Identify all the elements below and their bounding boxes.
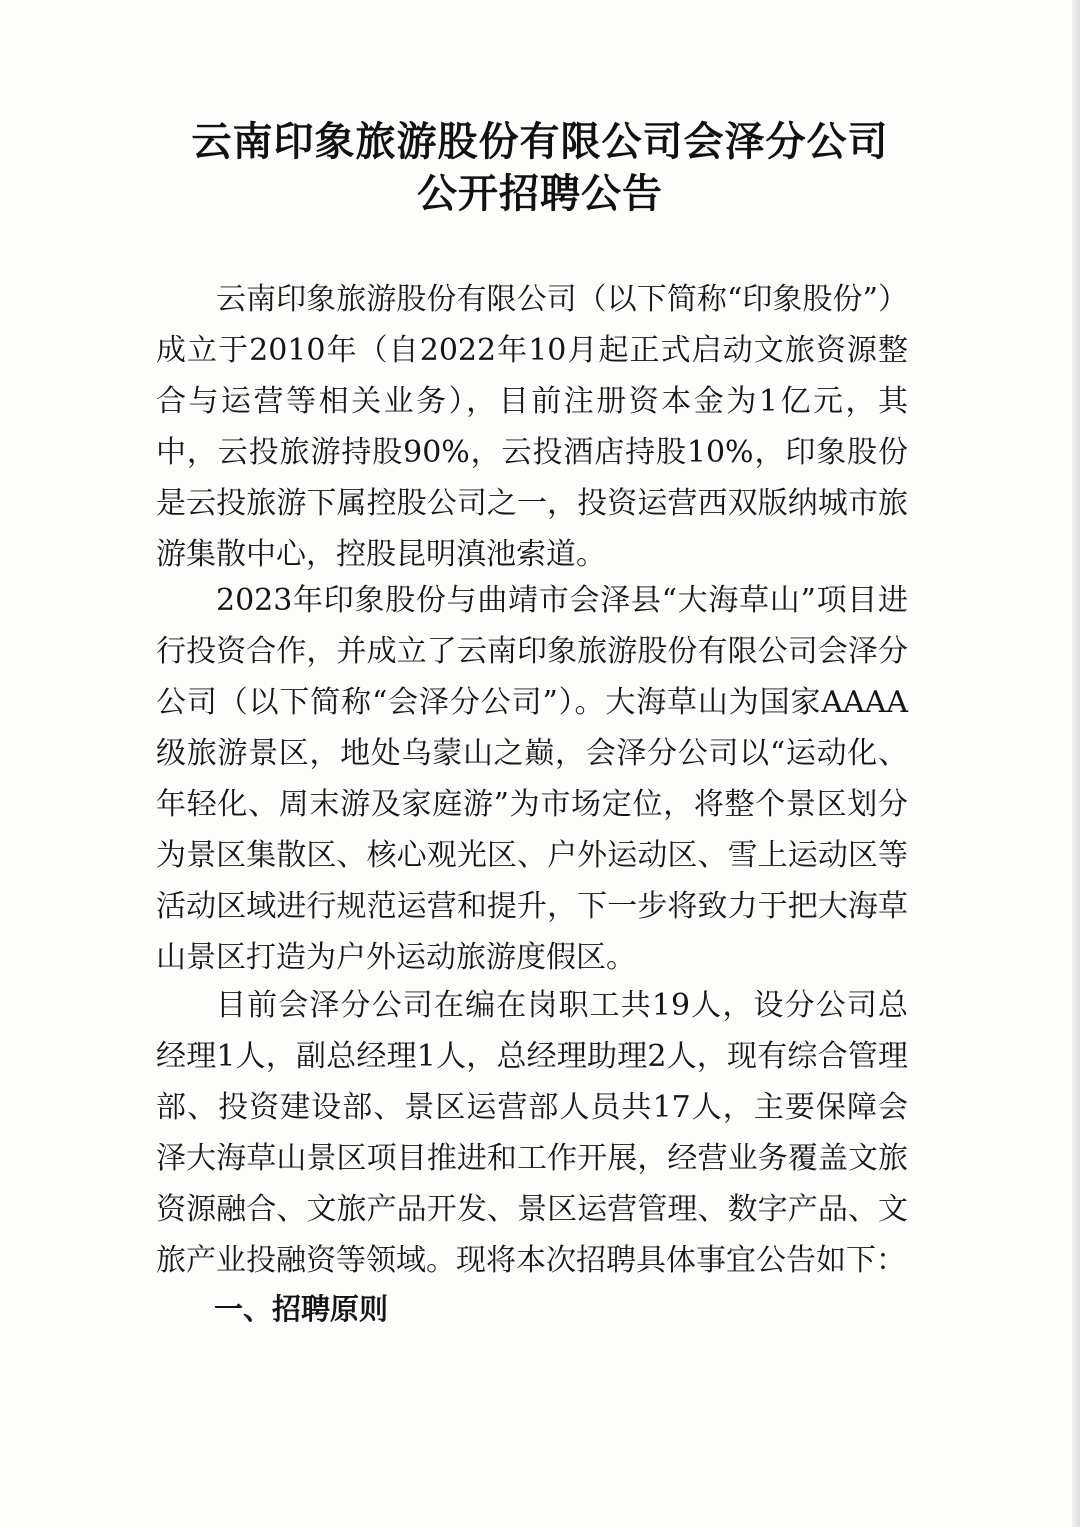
page-edge-shadow	[1072, 0, 1080, 1527]
paragraph-company-intro: 云南印象旅游股份有限公司（以下简称“印象股份”）成立于2010年（自2022年10月起正式启动文旅资源整合与运营等相关业务），目前注册资本金为1亿元，其中，云投旅游持股90%，云投酒店持股10%，印象股份是云投旅游下属控股公司之一，投资运营西双版纳城市旅游集散中心，控股昆明滇池索道。	[156, 282, 908, 572]
paragraph-branch-intro: 2023年印象股份与曲靖市会泽县“大海草山”项目进行投资合作，并成立了云南印象旅游股份有限公司会泽分公司（以下简称“会泽分公司”）。大海草山为国家AAAA级旅游景区，地处乌蒙山之巅，会泽分公司以“运动化、年轻化、周末游及家庭游”为市场定位，将整个景区划分为景区集散区、核心观光区、户外运动区、雪上运动区等活动区域进行规范运营和提升，下一步将致力于把大海草山景区打造为户外运动旅游度假区。	[156, 583, 908, 975]
title-line-1: 云南印象旅游股份有限公司会泽分公司	[191, 118, 889, 165]
paragraph-staff-overview: 目前会泽分公司在编在岗职工共19人，设分公司总经理1人，副总经理1人，总经理助理2人，现有综合管理部、投资建设部、景区运营部人员共17人，主要保障会泽大海草山景区项目推进和工作开展，经营业务覆盖文旅资源融合、文旅产品开发、景区运营管理、数字产品、文旅产业投融资等领域。现将本次招聘具体事宜公告如下：	[156, 988, 908, 1278]
section-heading-recruitment-principles: 一、招聘原则	[214, 1292, 389, 1326]
title-line-2: 公开招聘公告	[417, 170, 663, 217]
